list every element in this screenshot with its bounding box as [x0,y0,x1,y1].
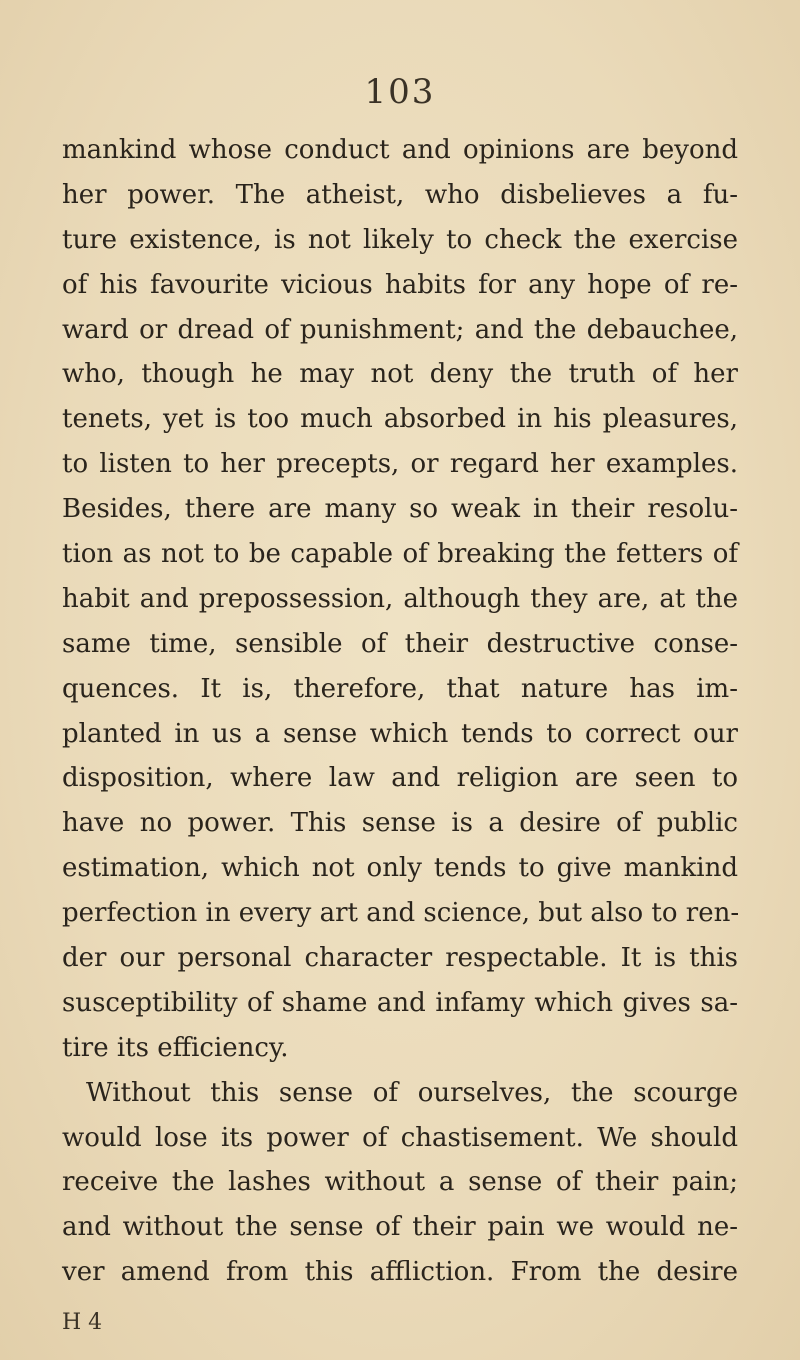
text-line: ward or dread of punishment; and the debauchee, [62,314,738,345]
text-line: tire its efficiency. [62,1032,289,1063]
text-line: would lose its power of chastisement. We should [62,1122,738,1153]
text-line: quences. It is, therefore, that nature has im- [62,673,738,704]
text-line: of his favourite vicious habits for any hope of re- [62,269,738,300]
text-line: receive the lashes without a sense of their pain; [62,1167,738,1198]
body-text [62,128,738,1295]
text-line: tion as not to be capable of breaking the fetters of [62,539,738,570]
text-line: Besides, there are many so weak in their resolu- [62,494,738,525]
text-line: ver amend from this affliction. From the desire [62,1257,738,1288]
text-line: susceptibility of shame and infamy which gives sa- [62,987,738,1018]
text-line: planted in us a sense which tends to correct our [62,718,738,749]
text-line: perfection in every art and science, but also to ren- [62,898,740,929]
text-line: der our personal character respectable. It is this [62,943,738,974]
text-line: tenets, yet is too much absorbed in his pleasures, [62,404,738,435]
signature-mark: H 4 [62,1310,103,1335]
text-line: ture existence, is not likely to check the exercise [62,224,738,255]
text-line: who, though he may not deny the truth of her [62,359,738,390]
page-number: 103 [364,72,436,112]
text-line: same time, sensible of their destructive conse- [62,628,738,659]
text-line: Without this sense of ourselves, the scourge [86,1077,738,1108]
text-line: have no power. This sense is a desire of public [62,808,738,839]
text-line: disposition, where law and religion are seen to [62,763,738,794]
text-line: and without the sense of their pain we would ne- [62,1212,738,1243]
text-line: habit and prepossession, although they are, at the [62,583,738,614]
text-line: estimation, which not only tends to give mankind [62,853,738,884]
text-line: to listen to her precepts, or regard her examples. [62,449,738,480]
text-line: her power. The atheist, who disbelieves a fu- [62,179,738,210]
text-line: mankind whose conduct and opinions are beyond [62,135,738,165]
